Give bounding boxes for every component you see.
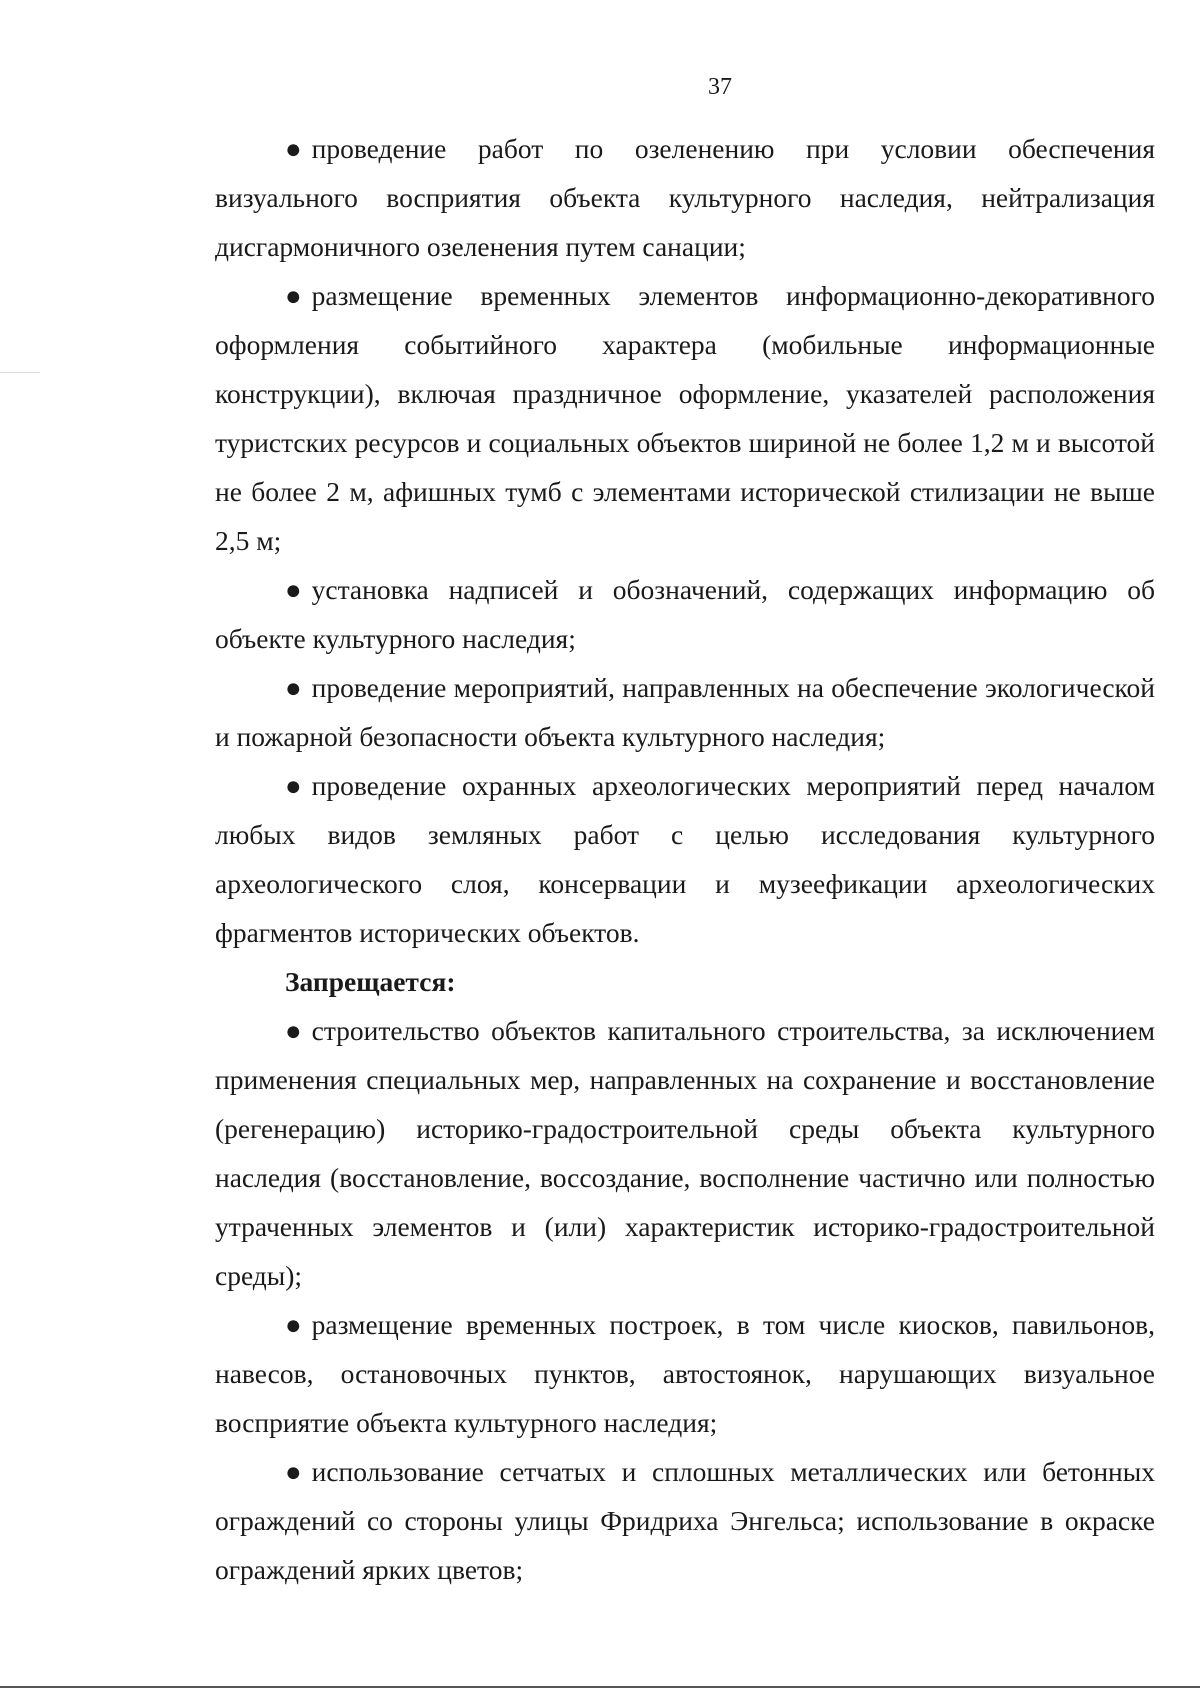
list-item-text: размещение временных элементов информационно-декоративного оформления событийного характера (мобильные информационные конструкции), включая праздничное оформление, указателей расположения туристских ресурсов и социальных объектов шириной не более 1,2 м и высотой не более 2 м, афишных тумб с элементами исторической стилизации не выше 2,5 м; — [215, 280, 1155, 556]
list-item — [215, 1447, 1155, 1594]
list-item-text: проведение работ по озеленению при условии обеспечения визуального восприятия объекта культурного наследия, нейтрализация дисгармоничного озеленения путем санации; — [215, 133, 1155, 262]
page-bottom-rule — [0, 1686, 1200, 1688]
list-item-text: строительство объектов капитального строительства, за исключением применения специальных мер, направленных на сохранение и восстановление (регенерацию) историко-градостроительной среды объекта культурного наследия (восстановление, воссоздание, восполнение частично или полностью утраченных элементов и (или) характеристик историко-градостроительной среды); — [215, 1015, 1155, 1291]
bullet-icon: ● — [285, 1015, 302, 1046]
list-item-text: размещение временных построек, в том числе киосков, павильонов, навесов, остановочных пунктов, автостоянок, нарушающих визуальное восприятие объекта культурного наследия; — [215, 1309, 1155, 1438]
bullet-icon: ● — [285, 1456, 302, 1487]
bullet-icon: ● — [285, 574, 302, 605]
bullet-icon: ● — [285, 1309, 302, 1340]
list-item — [215, 1300, 1155, 1447]
bullet-icon: ● — [285, 672, 302, 703]
list-item-text: проведение мероприятий, направленных на обеспечение экологической и пожарной безопасности объекта культурного наследия; — [215, 672, 1155, 752]
list-item — [215, 663, 1155, 761]
list-item-text: проведение охранных археологических мероприятий перед началом любых видов земляных работ с целью исследования культурного археологического слоя, консервации и музеефикации археологических фрагментов исторических объектов. — [215, 770, 1155, 948]
list-item-text: установка надписей и обозначений, содержащих информацию об объекте культурного наследия; — [215, 574, 1155, 654]
list-item — [215, 565, 1155, 663]
section-heading: Запрещается: — [285, 966, 456, 997]
list-item — [215, 124, 1155, 271]
list-item-text: использование сетчатых и сплошных металлических или бетонных ограждений со стороны улицы Фридриха Энгельса; использование в окраске ограждений ярких цветов; — [215, 1456, 1155, 1585]
page-number: 37 — [708, 74, 732, 100]
margin-mark — [0, 372, 40, 373]
bullet-icon: ● — [285, 280, 302, 311]
list-item — [215, 271, 1155, 565]
list-item — [215, 761, 1155, 957]
bullet-icon: ● — [285, 770, 302, 801]
bullet-icon: ● — [285, 133, 302, 164]
list-item — [215, 1006, 1155, 1300]
document-body — [215, 124, 1155, 1594]
